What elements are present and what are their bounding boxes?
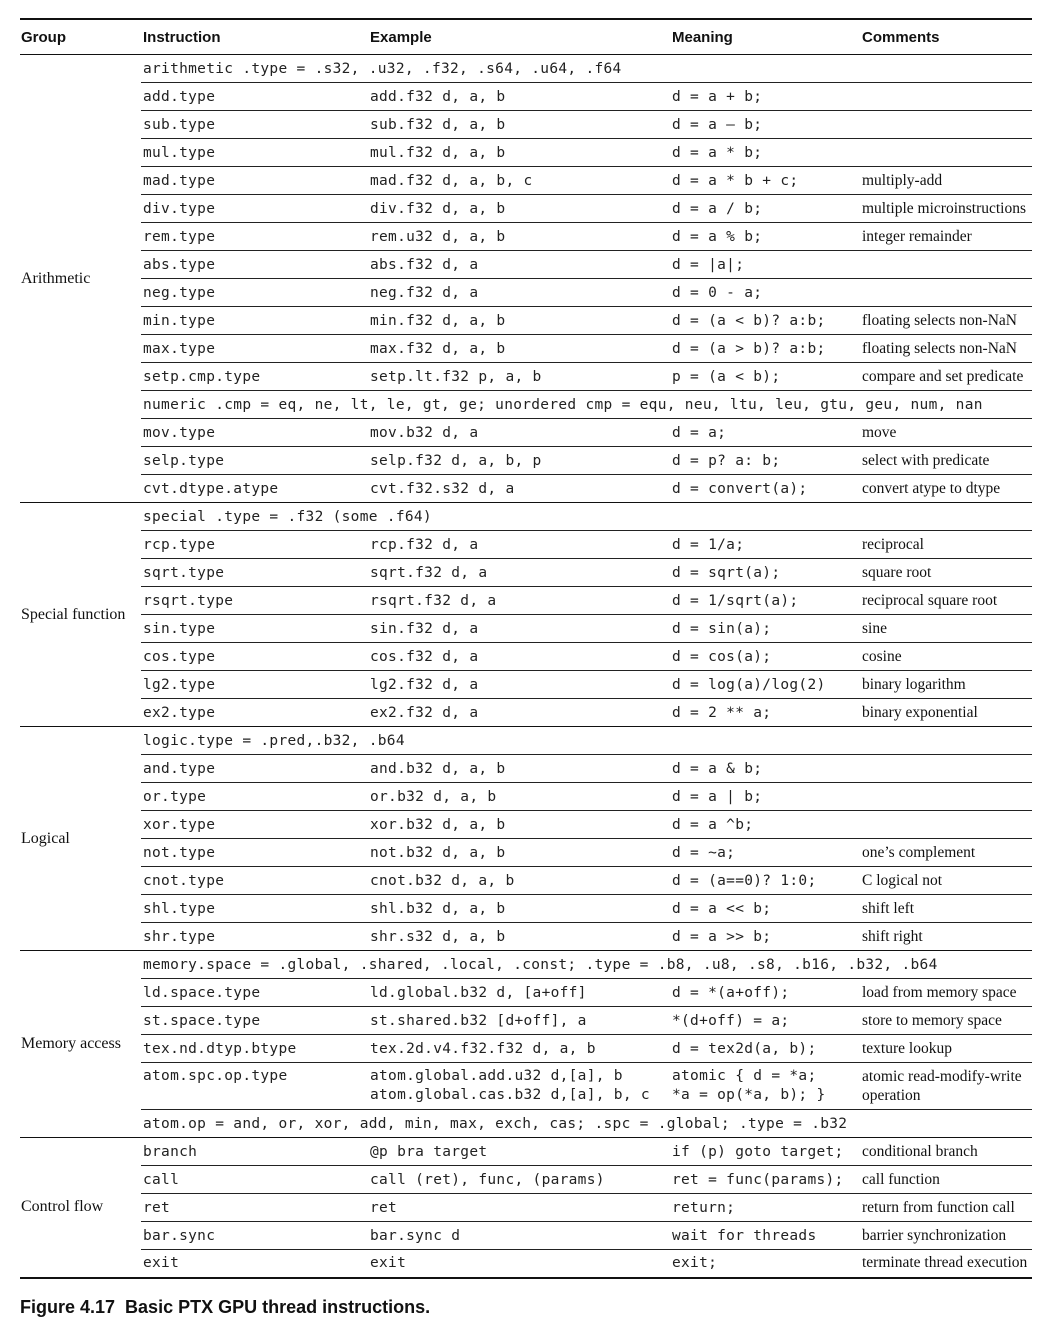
table-row — [20, 671, 1032, 699]
meaning-cell: p = (a < b); — [670, 363, 860, 391]
comment-cell: C logical not — [860, 867, 1032, 895]
table-row — [20, 307, 1032, 335]
meaning-cell: d = 0 - a; — [670, 279, 860, 307]
instruction-cell: not.type — [141, 839, 368, 867]
instruction-cell: div.type — [141, 195, 368, 223]
table-row — [20, 251, 1032, 279]
example-cell: sqrt.f32 d, a — [368, 559, 670, 587]
table-row — [20, 139, 1032, 167]
atom-instr: atom.spc.op.type — [143, 1068, 288, 1084]
table-row — [20, 1166, 1032, 1194]
header-example: Example — [368, 19, 670, 55]
type-note: special .type = .f32 (some .f64) — [141, 503, 1032, 531]
example-cell: bar.sync d — [368, 1222, 670, 1250]
meaning-cell: *(d+off) = a; — [670, 1007, 860, 1035]
instruction-cell: cos.type — [141, 643, 368, 671]
meaning-cell: d = a – b; — [670, 111, 860, 139]
instruction-cell: rem.type — [141, 223, 368, 251]
instruction-cell: max.type — [141, 335, 368, 363]
atom-note: atom.op = and, or, xor, add, min, max, exch, cas; .spc = .global; .type = .b32 — [141, 1110, 1032, 1138]
meaning-cell: d = 2 ** a; — [670, 699, 860, 727]
table-row — [20, 867, 1032, 895]
comment-cell: store to memory space — [860, 1007, 1032, 1035]
meaning-cell: d = (a > b)? a:b; — [670, 335, 860, 363]
table-row — [20, 755, 1032, 783]
example-cell: mov.b32 d, a — [368, 419, 670, 447]
instruction-cell: xor.type — [141, 811, 368, 839]
comment-cell — [860, 783, 1032, 811]
comment-cell: reciprocal square root — [860, 587, 1032, 615]
table-row — [20, 839, 1032, 867]
comment-cell: return from function call — [860, 1194, 1032, 1222]
example-cell: add.f32 d, a, b — [368, 83, 670, 111]
instruction-cell: st.space.type — [141, 1007, 368, 1035]
figure-title: Basic PTX GPU thread instructions. — [125, 1297, 431, 1317]
meaning-cell: d = |a|; — [670, 251, 860, 279]
comment-cell: texture lookup — [860, 1035, 1032, 1063]
table-row — [20, 1222, 1032, 1250]
table-row — [20, 531, 1032, 559]
comment-cell: floating selects non-NaN — [860, 307, 1032, 335]
table-row — [20, 643, 1032, 671]
example-cell: @p bra target — [368, 1138, 670, 1166]
instruction-cell: sin.type — [141, 615, 368, 643]
comment-cell — [860, 279, 1032, 307]
table-row — [20, 699, 1032, 727]
example-cell: tex.2d.v4.f32.f32 d, a, b — [368, 1035, 670, 1063]
table-row — [20, 895, 1032, 923]
example-cell — [368, 1063, 670, 1110]
instruction-cell: branch — [141, 1138, 368, 1166]
header-row — [20, 19, 1032, 55]
example-cell: lg2.f32 d, a — [368, 671, 670, 699]
example-cell: cvt.f32.s32 d, a — [368, 475, 670, 503]
meaning-cell: d = a / b; — [670, 195, 860, 223]
table-row — [20, 419, 1032, 447]
group-label: Logical — [20, 727, 141, 951]
meaning-cell: d = a | b; — [670, 783, 860, 811]
section-logical — [20, 727, 1032, 951]
example-cell: setp.lt.f32 p, a, b — [368, 363, 670, 391]
comment-cell: shift right — [860, 923, 1032, 951]
table-row — [20, 587, 1032, 615]
instruction-cell: shl.type — [141, 895, 368, 923]
header-meaning: Meaning — [670, 19, 860, 55]
example-cell: rem.u32 d, a, b — [368, 223, 670, 251]
comment-cell: reciprocal — [860, 531, 1032, 559]
header-comments: Comments — [860, 19, 1032, 55]
example-cell: selp.f32 d, a, b, p — [368, 447, 670, 475]
cmp-note: numeric .cmp = eq, ne, lt, le, gt, ge; unordered cmp = equ, neu, ltu, leu, gtu, geu, num, nan — [141, 391, 1032, 419]
meaning-cell: d = tex2d(a, b); — [670, 1035, 860, 1063]
table-row — [20, 951, 1032, 979]
table-row — [20, 447, 1032, 475]
table-row — [20, 167, 1032, 195]
example-cell: max.f32 d, a, b — [368, 335, 670, 363]
table-row — [20, 727, 1032, 755]
meaning-cell — [670, 1063, 860, 1110]
meaning-cell: d = a << b; — [670, 895, 860, 923]
meaning-cell: d = log(a)/log(2) — [670, 671, 860, 699]
comment-cell: load from memory space — [860, 979, 1032, 1007]
meaning-cell: d = 1/a; — [670, 531, 860, 559]
comment-cell: binary logarithm — [860, 671, 1032, 699]
instruction-cell: and.type — [141, 755, 368, 783]
meaning-cell: d = a % b; — [670, 223, 860, 251]
table-row — [20, 83, 1032, 111]
group-label: Arithmetic — [20, 55, 141, 503]
comment-cell: convert atype to dtype — [860, 475, 1032, 503]
instruction-cell: add.type — [141, 83, 368, 111]
instruction-cell: ld.space.type — [141, 979, 368, 1007]
table-row — [20, 559, 1032, 587]
comment-cell — [860, 811, 1032, 839]
instruction-cell: shr.type — [141, 923, 368, 951]
instruction-cell: call — [141, 1166, 368, 1194]
table-row — [20, 223, 1032, 251]
atom-meaning-2: *a = op(*a, b); } — [672, 1087, 826, 1103]
table-row — [20, 55, 1032, 83]
instruction-cell: ret — [141, 1194, 368, 1222]
comment-cell: call function — [860, 1166, 1032, 1194]
meaning-cell: return; — [670, 1194, 860, 1222]
comment-cell — [860, 83, 1032, 111]
comment-cell: binary exponential — [860, 699, 1032, 727]
meaning-cell: d = convert(a); — [670, 475, 860, 503]
meaning-cell: d = ~a; — [670, 839, 860, 867]
example-cell: cos.f32 d, a — [368, 643, 670, 671]
atom-meaning-1: atomic { d = *a; — [672, 1068, 817, 1084]
section-control-flow — [20, 1138, 1032, 1278]
example-cell: ex2.f32 d, a — [368, 699, 670, 727]
section-arithmetic — [20, 55, 1032, 503]
meaning-cell: d = p? a: b; — [670, 447, 860, 475]
meaning-cell: d = a * b; — [670, 139, 860, 167]
comment-cell: multiply-add — [860, 167, 1032, 195]
header-instruction: Instruction — [141, 19, 368, 55]
meaning-cell: d = a >> b; — [670, 923, 860, 951]
table-row — [20, 111, 1032, 139]
meaning-cell: d = a; — [670, 419, 860, 447]
example-cell: rcp.f32 d, a — [368, 531, 670, 559]
table-row — [20, 503, 1032, 531]
group-label: Control flow — [20, 1138, 141, 1278]
table-row — [20, 475, 1032, 503]
type-note: arithmetic .type = .s32, .u32, .f32, .s64, .u64, .f64 — [141, 55, 1032, 83]
comment-cell: compare and set predicate — [860, 363, 1032, 391]
comment-cell: square root — [860, 559, 1032, 587]
table-row — [20, 979, 1032, 1007]
example-cell: neg.f32 d, a — [368, 279, 670, 307]
instruction-cell: cnot.type — [141, 867, 368, 895]
instruction-cell: setp.cmp.type — [141, 363, 368, 391]
comment-cell: conditional branch — [860, 1138, 1032, 1166]
meaning-cell: d = 1/sqrt(a); — [670, 587, 860, 615]
example-cell: xor.b32 d, a, b — [368, 811, 670, 839]
instruction-cell: exit — [141, 1250, 368, 1278]
table-row — [20, 923, 1032, 951]
instruction-cell: selp.type — [141, 447, 368, 475]
type-note: memory.space = .global, .shared, .local, .const; .type = .b8, .u8, .s8, .b16, .b32, .b64 — [141, 951, 1032, 979]
comment-cell: cosine — [860, 643, 1032, 671]
example-cell: st.shared.b32 [d+off], a — [368, 1007, 670, 1035]
meaning-cell: d = a + b; — [670, 83, 860, 111]
meaning-cell: d = (a < b)? a:b; — [670, 307, 860, 335]
comment-cell: move — [860, 419, 1032, 447]
table-row — [20, 1138, 1032, 1166]
example-cell: and.b32 d, a, b — [368, 755, 670, 783]
table-row — [20, 1110, 1032, 1138]
example-cell: mul.f32 d, a, b — [368, 139, 670, 167]
table-row — [20, 1194, 1032, 1222]
meaning-cell: d = sin(a); — [670, 615, 860, 643]
meaning-cell: d = a * b + c; — [670, 167, 860, 195]
example-cell: div.f32 d, a, b — [368, 195, 670, 223]
meaning-cell: d = sqrt(a); — [670, 559, 860, 587]
example-cell: shr.s32 d, a, b — [368, 923, 670, 951]
atom-example-2: atom.global.cas.b32 d,[a], b, c — [370, 1087, 650, 1103]
table-row — [20, 363, 1032, 391]
section-memory-access — [20, 951, 1032, 1138]
meaning-cell: d = *(a+off); — [670, 979, 860, 1007]
instruction-cell: mul.type — [141, 139, 368, 167]
comment-cell — [860, 755, 1032, 783]
example-cell: or.b32 d, a, b — [368, 783, 670, 811]
comment-cell: shift left — [860, 895, 1032, 923]
example-cell: not.b32 d, a, b — [368, 839, 670, 867]
table-row — [20, 811, 1032, 839]
comment-cell: terminate thread execution — [860, 1250, 1032, 1278]
instruction-cell: rsqrt.type — [141, 587, 368, 615]
meaning-cell: exit; — [670, 1250, 860, 1278]
table-row — [20, 1035, 1032, 1063]
instruction-cell: ex2.type — [141, 699, 368, 727]
comment-cell: sine — [860, 615, 1032, 643]
meaning-cell: d = (a==0)? 1:0; — [670, 867, 860, 895]
example-cell: sub.f32 d, a, b — [368, 111, 670, 139]
instruction-cell: lg2.type — [141, 671, 368, 699]
example-cell: exit — [368, 1250, 670, 1278]
type-note: logic.type = .pred,.b32, .b64 — [141, 727, 1032, 755]
table-row — [20, 391, 1032, 419]
meaning-cell: d = cos(a); — [670, 643, 860, 671]
comment-cell: barrier synchronization — [860, 1222, 1032, 1250]
meaning-cell: if (p) goto target; — [670, 1138, 860, 1166]
example-cell: ld.global.b32 d, [a+off] — [368, 979, 670, 1007]
instruction-cell: mov.type — [141, 419, 368, 447]
table-row — [20, 783, 1032, 811]
comment-cell — [860, 111, 1032, 139]
instruction-cell: sqrt.type — [141, 559, 368, 587]
atom-comment-2: operation — [862, 1087, 921, 1104]
example-cell: abs.f32 d, a — [368, 251, 670, 279]
instruction-cell: min.type — [141, 307, 368, 335]
instruction-cell: or.type — [141, 783, 368, 811]
comment-cell — [860, 1063, 1032, 1110]
example-cell: sin.f32 d, a — [368, 615, 670, 643]
instruction-cell: rcp.type — [141, 531, 368, 559]
instruction-cell: tex.nd.dtyp.btype — [141, 1035, 368, 1063]
meaning-cell: wait for threads — [670, 1222, 860, 1250]
figure-caption — [20, 1297, 430, 1318]
group-label: Special function — [20, 503, 141, 727]
instruction-cell: mad.type — [141, 167, 368, 195]
comment-cell — [860, 139, 1032, 167]
table-row — [20, 1007, 1032, 1035]
instruction-cell: cvt.dtype.atype — [141, 475, 368, 503]
comment-cell: one’s complement — [860, 839, 1032, 867]
example-cell: min.f32 d, a, b — [368, 307, 670, 335]
ptx-instruction-table — [20, 18, 1032, 1279]
table-row — [20, 615, 1032, 643]
comment-cell: select with predicate — [860, 447, 1032, 475]
meaning-cell: d = a ^b; — [670, 811, 860, 839]
group-label: Memory access — [20, 951, 141, 1138]
example-cell: cnot.b32 d, a, b — [368, 867, 670, 895]
table-row — [20, 195, 1032, 223]
instruction-cell — [141, 1063, 368, 1110]
atom-example-1: atom.global.add.u32 d,[a], b — [370, 1068, 623, 1084]
atom-comment-1: atomic read-modify-write — [862, 1068, 1022, 1085]
example-cell: ret — [368, 1194, 670, 1222]
comment-cell: integer remainder — [860, 223, 1032, 251]
example-cell: mad.f32 d, a, b, c — [368, 167, 670, 195]
meaning-cell: d = a & b; — [670, 755, 860, 783]
table-row — [20, 335, 1032, 363]
instruction-cell: abs.type — [141, 251, 368, 279]
example-cell: call (ret), func, (params) — [368, 1166, 670, 1194]
figure-label: Figure 4.17 — [20, 1297, 116, 1317]
table-row-atom — [20, 1063, 1032, 1110]
section-special-function — [20, 503, 1032, 727]
table-row — [20, 279, 1032, 307]
meaning-cell: ret = func(params); — [670, 1166, 860, 1194]
comment-cell: floating selects non-NaN — [860, 335, 1032, 363]
comment-cell — [860, 251, 1032, 279]
instruction-cell: sub.type — [141, 111, 368, 139]
instruction-cell: neg.type — [141, 279, 368, 307]
example-cell: rsqrt.f32 d, a — [368, 587, 670, 615]
instruction-cell: bar.sync — [141, 1222, 368, 1250]
example-cell: shl.b32 d, a, b — [368, 895, 670, 923]
comment-cell: multiple microinstructions — [860, 195, 1032, 223]
table-row — [20, 1250, 1032, 1278]
header-group: Group — [20, 19, 141, 55]
